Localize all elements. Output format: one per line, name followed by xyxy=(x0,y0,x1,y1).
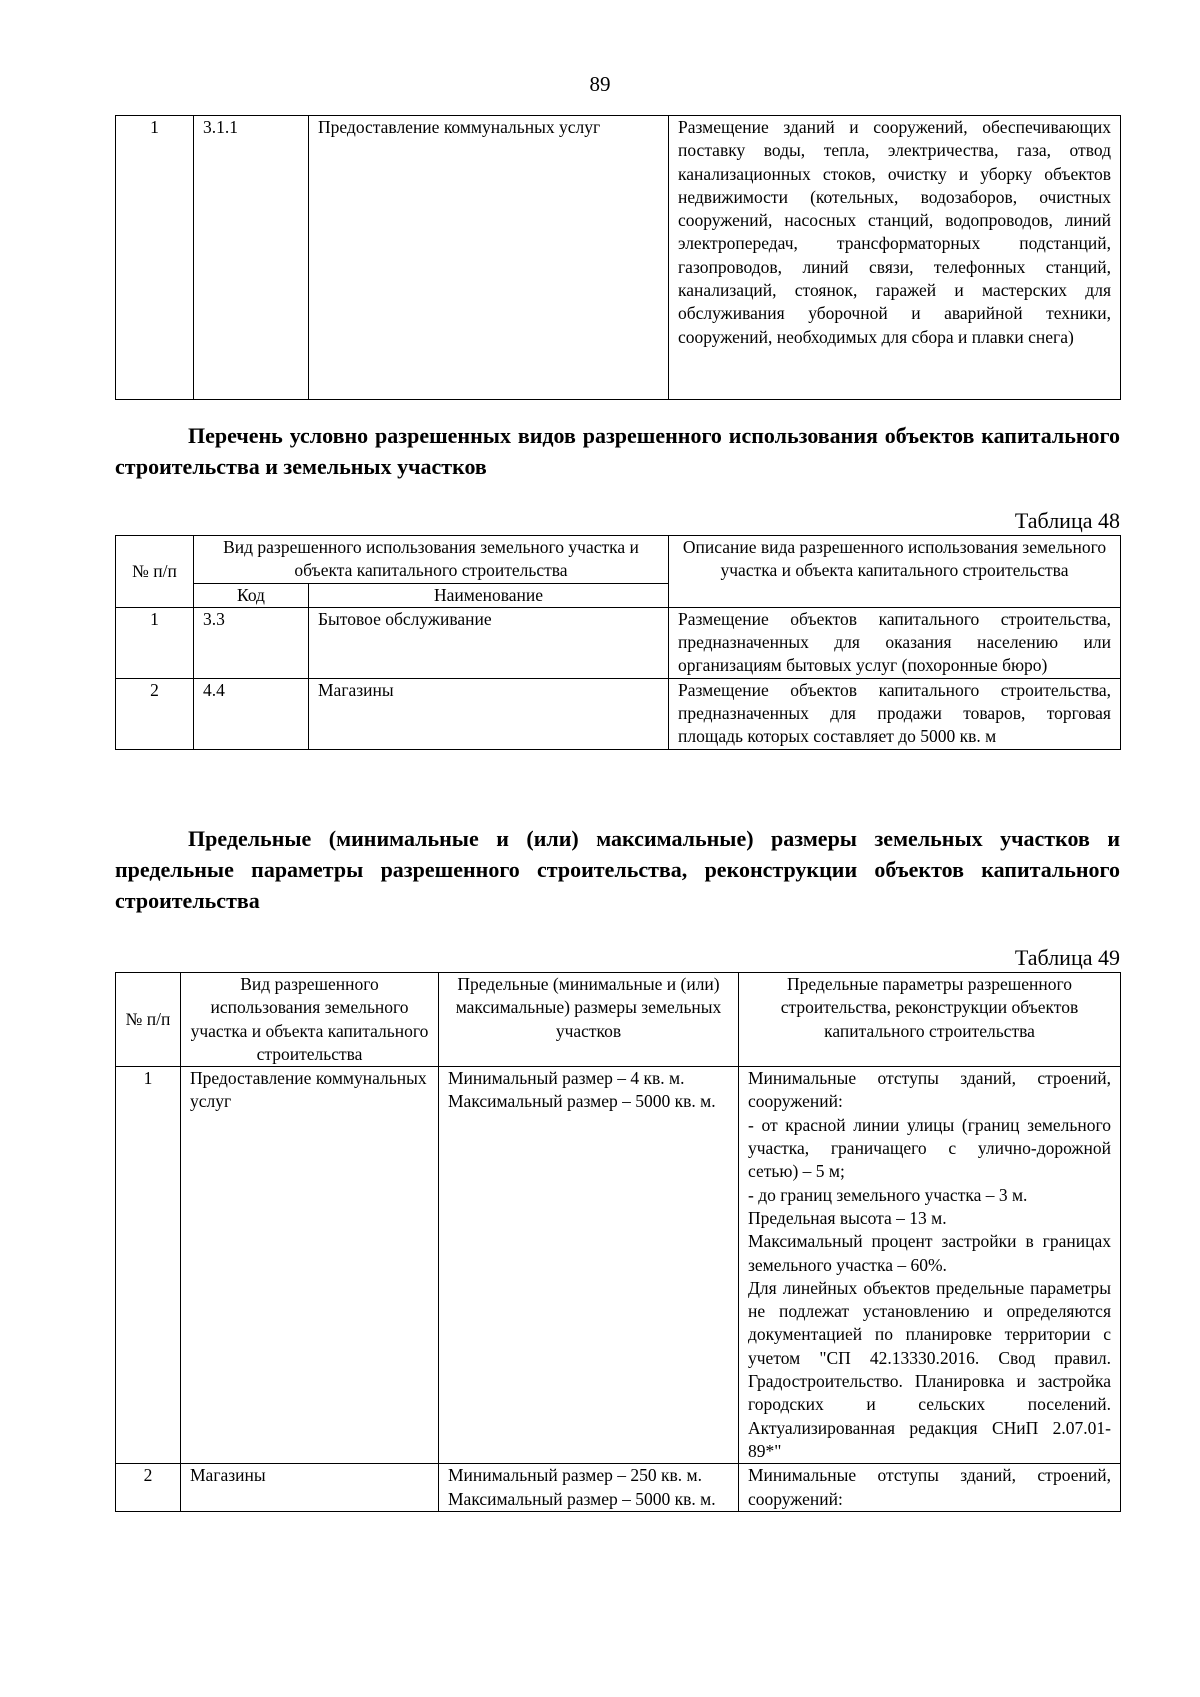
row-name: Предоставление коммунальных услуг xyxy=(309,116,669,400)
row-vid: Магазины xyxy=(181,1464,439,1512)
page-number: 89 xyxy=(589,72,611,96)
header-params: Предельные параметры разрешенного строительства, реконструкции объектов капитального строительства xyxy=(739,973,1121,1067)
size-min: Минимальный размер – 4 кв. м. xyxy=(448,1068,685,1089)
param-line: Максимальный процент застройки в границах земельного участка – 60%. xyxy=(748,1231,1111,1275)
row-code: 3.3 xyxy=(194,607,309,678)
header-name: Наименование xyxy=(309,583,669,607)
header-sizes: Предельные (минимальные и (или) максимальные) размеры земельных участков xyxy=(439,973,739,1067)
table-header-row xyxy=(116,973,1121,1067)
table-49-caption: Таблица 49 xyxy=(1014,945,1120,970)
param-line: - до границ земельного участка – 3 м. xyxy=(748,1184,1028,1205)
row-description: Размещение объектов капитального строительства, предназначенных для оказания населению или организациям бытовых услуг (похоронные бюро) xyxy=(669,607,1121,678)
row-number: 1 xyxy=(116,116,194,400)
row-name: Бытовое обслуживание xyxy=(309,607,669,678)
table-row xyxy=(116,607,1121,678)
table-48 xyxy=(115,535,1121,750)
param-line: Минимальные отступы зданий, строений, сооружений: xyxy=(748,1068,1111,1112)
param-line: Предельная высота – 13 м. xyxy=(748,1207,947,1228)
header-description: Описание вида разрешенного использования земельного участка и объекта капитального строительства xyxy=(669,536,1121,608)
header-code: Код xyxy=(194,583,309,607)
continuation-table xyxy=(115,115,1121,400)
header-vid: Вид разрешенного использования земельного участка и объекта капитального строительства xyxy=(194,536,669,584)
header-no: № п/п xyxy=(116,536,194,608)
param-line: - от красной линии улицы (границ земельного участка, граничащего с улично-дорожной сетью) – 5 м; xyxy=(748,1114,1111,1182)
param-line: Для линейных объектов предельные параметры не подлежат установлению и определяются документацией по планировке территории с учетом "СП 42.13330.2016. Свод правил. Градостроительство. Планировка и застройка городских и сельских поселений. Актуализированная редакция СНиП 2.07.01-89*" xyxy=(748,1277,1111,1461)
row-description: Размещение объектов капитального строительства, предназначенных для продажи товаров, торговая площадь которых составляет до 5000 кв. м xyxy=(669,678,1121,749)
row-sizes xyxy=(439,1464,739,1512)
table-row xyxy=(116,678,1121,749)
row-sizes xyxy=(439,1067,739,1464)
row-number: 2 xyxy=(116,678,194,749)
header-no: № п/п xyxy=(116,973,181,1067)
row-name: Магазины xyxy=(309,678,669,749)
table-row xyxy=(116,1464,1121,1512)
row-number: 2 xyxy=(116,1464,181,1512)
row-number: 1 xyxy=(116,1067,181,1464)
section-heading-conditional: Перечень условно разрешенных видов разрешенного использования объектов капитального строительства и земельных участков xyxy=(115,423,1120,479)
table-row xyxy=(116,116,1121,400)
row-params xyxy=(739,1067,1121,1464)
row-params xyxy=(739,1464,1121,1512)
row-description: Размещение зданий и сооружений, обеспечивающих поставку воды, тепла, электричества, газа, отвод канализационных стоков, очистку и уборку объектов недвижимости (котельных, водозаборов, очистных сооружений, насосных станций, водопроводов, линий электропередач, трансформаторных подстанций, газопроводов, линий связи, телефонных станций, канализаций, стоянок, гаражей и мастерских для обслуживания уборочной и аварийной техники, сооружений, необходимых для сбора и плавки снега) xyxy=(669,116,1121,400)
table-header-row xyxy=(116,536,1121,584)
size-max: Максимальный размер – 5000 кв. м. xyxy=(448,1488,716,1509)
section-heading-limits: Предельные (минимальные и (или) максимальные) размеры земельных участков и предельные параметры разрешенного строительства, реконструкции объектов капитального строительства xyxy=(115,826,1120,913)
table-row xyxy=(116,1067,1121,1464)
row-number: 1 xyxy=(116,607,194,678)
table-48-caption: Таблица 48 xyxy=(1014,508,1120,533)
size-max: Максимальный размер – 5000 кв. м. xyxy=(448,1091,716,1112)
row-code: 4.4 xyxy=(194,678,309,749)
size-min: Минимальный размер – 250 кв. м. xyxy=(448,1465,702,1486)
header-vid: Вид разрешенного использования земельного участка и объекта капитального строительства xyxy=(181,973,439,1067)
param-line: Минимальные отступы зданий, строений, сооружений: xyxy=(748,1465,1111,1509)
table-49 xyxy=(115,972,1121,1512)
row-code: 3.1.1 xyxy=(194,116,309,400)
row-vid: Предоставление коммунальных услуг xyxy=(181,1067,439,1464)
